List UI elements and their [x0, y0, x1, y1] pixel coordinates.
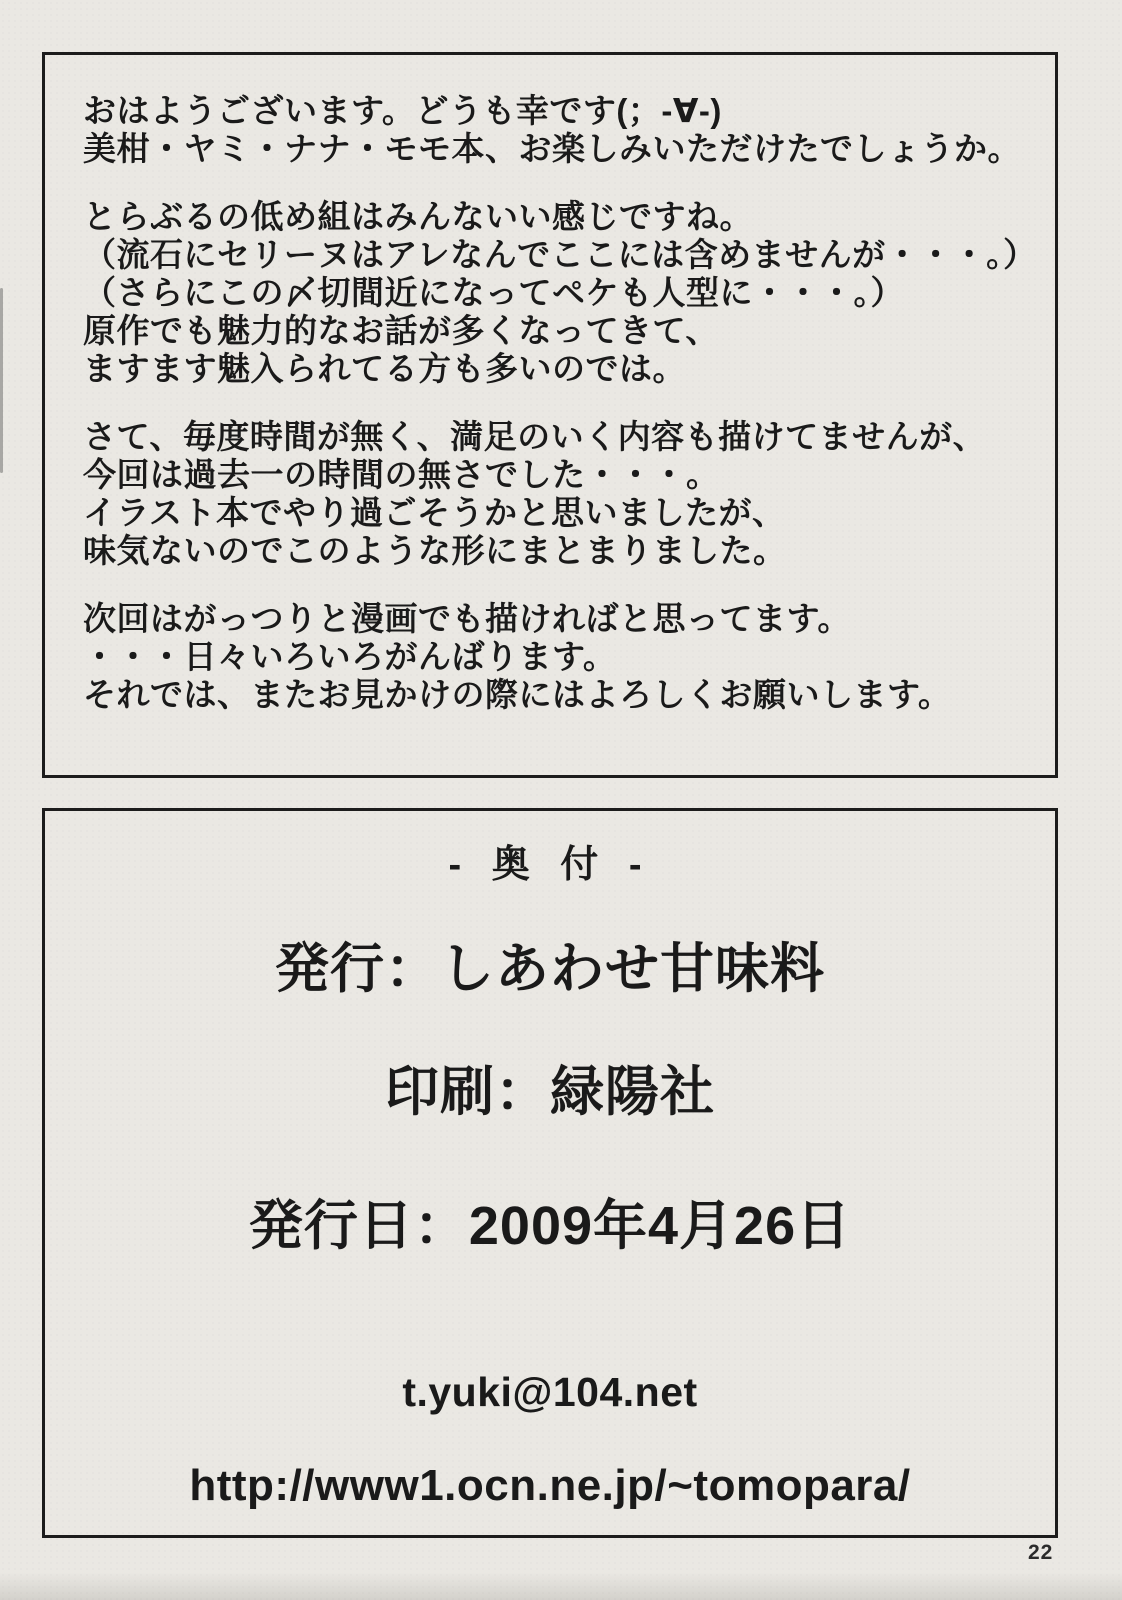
- afterword-line: ますます魅入られてる方も多いのでは。: [83, 350, 686, 387]
- afterword-paragraph: [83, 92, 1031, 168]
- afterword-line: ・・・日々いろいろがんばります。: [83, 638, 617, 675]
- colophon-url: http://www1.ocn.ne.jp/~tomopara/: [189, 1461, 911, 1510]
- afterword-paragraph: [83, 198, 1037, 388]
- afterword-line: さて、毎度時間が無く、満足のいく内容も描けてませんが、: [83, 418, 987, 455]
- colophon-issue-date: 発行日：2009年4月26日: [248, 1196, 852, 1256]
- afterword-line: （流石にセリーヌはアレなんでここには含めませんが・・・。）: [83, 236, 1037, 273]
- afterword-line: とらぶるの低め組はみんないい感じですね。: [83, 198, 753, 235]
- afterword-paragraph: [83, 600, 1031, 714]
- afterword-line: イラスト本でやり過ごそうかと思いましたが、: [83, 494, 786, 531]
- afterword-line: 味気ないのでこのような形にまとまりました。: [83, 532, 787, 569]
- afterword-box: [42, 52, 1058, 778]
- colophon-printer: 印刷：緑陽社: [385, 1062, 715, 1122]
- afterword-line: 今回は過去一の時間の無さでした・・・。: [83, 456, 720, 493]
- afterword-line: 次回はがっつりと漫画でも描ければと思ってます。: [83, 600, 851, 637]
- page-number: 22: [1028, 1541, 1054, 1564]
- afterword-line: 原作でも魅力的なお話が多くなってきて、: [83, 312, 719, 349]
- afterword-line: 美柑・ヤミ・ナナ・モモ本、お楽しみいただけたでしょうか。: [83, 130, 1021, 167]
- afterword-line: おはようございます。どうも幸です(；-∀-): [83, 92, 722, 129]
- afterword-paragraph: [83, 418, 1031, 570]
- afterword-line: それでは、またお見かけの際にはよろしくお願いします。: [83, 676, 952, 713]
- colophon-box: [42, 808, 1058, 1538]
- colophon-publisher: 発行：しあわせ甘味料: [275, 939, 825, 999]
- scan-bottom-shadow: [0, 1572, 1122, 1600]
- colophon-heading: - 奥 付 -: [448, 844, 652, 886]
- afterword-line: （さらにこの〆切間近になってペケも人型に・・・。）: [83, 274, 904, 311]
- colophon-email: t.yuki@104.net: [402, 1369, 698, 1415]
- scan-edge-artifact: [0, 288, 3, 473]
